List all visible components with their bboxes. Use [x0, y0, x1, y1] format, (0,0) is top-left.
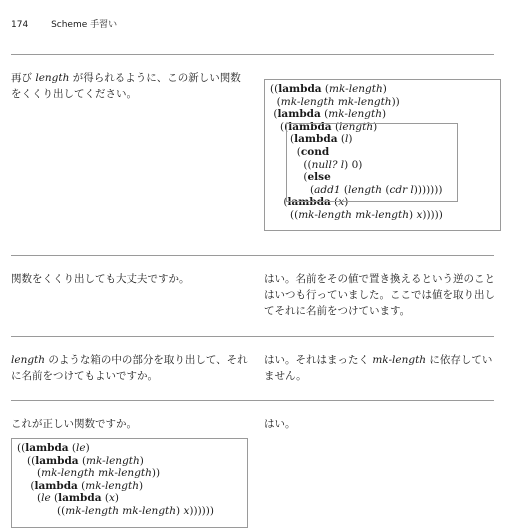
code-text: (: [68, 442, 77, 454]
identifier: mk-length: [85, 479, 140, 492]
identifier: le: [76, 442, 86, 454]
code-text: (: [330, 196, 339, 209]
code-line: [270, 108, 500, 121]
code-text: ((: [270, 208, 299, 221]
code-block-1: [264, 79, 501, 231]
identifier: mk-length mk-length: [65, 504, 177, 517]
divider: [11, 400, 494, 401]
code-line: [17, 505, 247, 518]
identifier: mk-length mk-length: [280, 95, 392, 108]
code-text: ): [382, 83, 387, 95]
code-text: (: [270, 108, 278, 121]
question-2: [11, 271, 251, 287]
code-text: ))))): [422, 208, 443, 221]
text-segment: 再び: [11, 72, 36, 84]
answer-2: [264, 271, 496, 319]
code-text: ) 0): [344, 158, 363, 171]
page-header: [11, 17, 117, 30]
code-text: ): [373, 120, 378, 133]
code-text: (: [50, 492, 59, 505]
code-text: (: [17, 479, 35, 492]
code-text: ((: [270, 120, 289, 133]
code-line: [270, 159, 500, 172]
identifier: x: [183, 504, 190, 517]
code-text: (: [270, 95, 281, 108]
code-text: (: [78, 454, 87, 467]
text-segment: はい。: [264, 418, 296, 430]
code-text: )): [391, 95, 400, 108]
code-line: [270, 133, 500, 146]
identifier: mk-length mk-length: [298, 208, 409, 221]
code-text: (: [270, 171, 308, 184]
keyword: lambda: [288, 120, 332, 133]
code-text: ): [139, 479, 144, 492]
code-line: [270, 184, 500, 197]
code-line: [270, 83, 500, 96]
identifier: length: [347, 183, 383, 196]
keyword: lambda: [35, 454, 79, 467]
code-line: [270, 121, 500, 134]
code-line: [17, 455, 247, 468]
code-text: (: [270, 145, 301, 158]
code-text: (: [77, 479, 86, 492]
code-block-2: [11, 438, 248, 528]
text-segment: に依存していません。: [264, 354, 493, 382]
keyword: lambda: [287, 196, 331, 209]
identifier: mk-length: [372, 354, 427, 366]
divider: [11, 336, 494, 337]
identifier: mk-length mk-length: [41, 467, 152, 480]
code-text: ): [139, 454, 144, 467]
code-line: [17, 467, 247, 480]
book-title: Scheme 手習い: [51, 20, 118, 30]
identifier: length: [339, 120, 374, 133]
text-segment: はい。名前をその値で置き換えるという逆のことはいつも行っていました。ここでは値を取り出してそれに名前をつけています。: [264, 273, 495, 317]
code-line: [17, 480, 247, 493]
code-text: (: [340, 183, 348, 196]
code-line: [17, 442, 247, 455]
text-segment: のような箱の中の部分を取り出して、それに名前をつけてもよいですか。: [11, 354, 248, 382]
question-1: [11, 70, 251, 102]
code-line: [270, 146, 500, 159]
code-text: ): [176, 504, 184, 517]
code-text: ((: [270, 83, 279, 95]
identifier: mk-length: [329, 83, 383, 95]
identifier: le: [41, 492, 51, 505]
code-text: (: [17, 467, 42, 480]
identifier: mk-length: [328, 108, 382, 121]
identifier: l: [344, 133, 349, 146]
code-line: [17, 492, 247, 505]
code-text: ): [348, 133, 353, 146]
keyword: lambda: [58, 492, 102, 505]
code-text: ((: [17, 504, 66, 517]
code-text: (: [337, 133, 345, 146]
code-text: (: [320, 108, 329, 121]
keyword: lambda: [34, 479, 78, 492]
code-text: )))))): [189, 504, 214, 517]
keyword: else: [307, 171, 331, 184]
page-number: 174: [11, 20, 29, 30]
code-text: (: [331, 120, 340, 133]
keyword: cond: [300, 145, 330, 158]
code-text: ): [344, 196, 349, 209]
keyword: lambda: [294, 133, 338, 146]
divider: [11, 54, 494, 55]
code-text: ((: [17, 454, 36, 467]
answer-3: [264, 352, 496, 384]
identifier: cdr l: [389, 183, 414, 196]
code-text: ): [382, 108, 387, 121]
code-text: ((: [17, 442, 26, 454]
text-segment: はい。それはまったく: [264, 354, 373, 366]
code-text: ((: [270, 158, 312, 171]
divider: [11, 255, 494, 256]
keyword: lambda: [277, 108, 321, 121]
identifier: add1: [314, 183, 341, 196]
code-text: ): [409, 208, 417, 221]
identifier: l: [340, 158, 345, 171]
code-text: ): [85, 442, 90, 454]
identifier: x: [338, 196, 345, 209]
text-segment: これが正しい関数ですか。: [11, 418, 137, 430]
code-text: (: [270, 183, 315, 196]
identifier: x: [416, 208, 423, 221]
code-text: )): [151, 467, 161, 480]
identifier: length: [35, 72, 70, 84]
text-segment: が得られるように、この新しい関数をくくり出してください。: [11, 72, 241, 100]
code-text: (: [270, 133, 295, 146]
question-3: [11, 352, 251, 384]
code-text: (: [270, 196, 288, 209]
text-segment: 関数をくくり出しても大丈夫ですか。: [11, 273, 190, 285]
keyword: lambda: [278, 83, 322, 95]
code-text: ): [114, 492, 119, 505]
code-line: [270, 171, 500, 184]
code-line: [270, 196, 500, 209]
code-text: ))))))): [413, 183, 443, 196]
identifier: length: [11, 354, 46, 366]
identifier: null?: [311, 158, 338, 171]
code-line: [270, 209, 500, 222]
code-line: [270, 96, 500, 109]
identifier: mk-length: [86, 454, 140, 467]
code-text: (: [382, 183, 390, 196]
question-4: [11, 416, 251, 432]
answer-4: [264, 416, 496, 432]
code-text: (: [17, 492, 42, 505]
code-text: (: [101, 492, 109, 505]
code-text: (: [321, 83, 330, 95]
keyword: lambda: [25, 442, 69, 454]
identifier: x: [108, 492, 115, 505]
